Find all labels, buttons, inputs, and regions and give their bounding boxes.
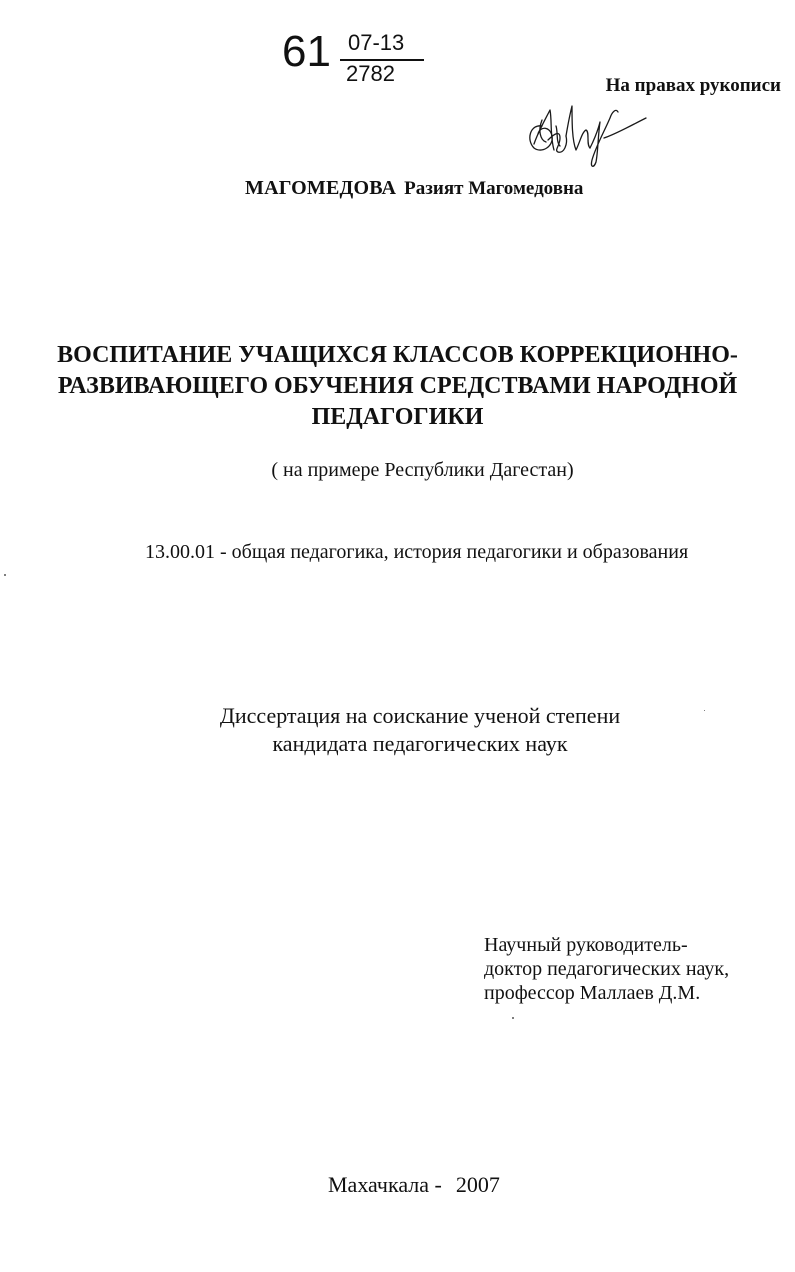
- dissertation-subtitle: ( на примере Республики Дагестан): [271, 459, 574, 481]
- archive-code: [282, 27, 422, 90]
- archive-code-top: 07-13: [348, 30, 405, 55]
- title-line: ПЕДАГОГИКИ: [311, 404, 484, 430]
- advisor-line: Научный руководитель-: [484, 934, 688, 956]
- year: 2007: [455, 1172, 500, 1197]
- degree-line: кандидата педагогических наук: [272, 731, 568, 756]
- advisor-line: профессор Маллаев Д.М.: [484, 982, 701, 1004]
- manuscript-rights: На правах рукописи: [605, 75, 781, 96]
- city: Махачкала -: [328, 1172, 442, 1197]
- scientific-advisor: [484, 933, 729, 1005]
- dissertation-title: [40, 340, 755, 433]
- author-surname: МАГОМЕДОВА: [245, 177, 397, 199]
- author-given-names: Разият Магомедовна: [404, 178, 584, 199]
- handwritten-signature: [520, 96, 660, 176]
- scan-speck: [704, 710, 705, 711]
- archive-code-main: 61: [282, 27, 331, 76]
- place-and-year: [328, 1172, 500, 1198]
- scan-speck: [512, 1017, 514, 1019]
- advisor-line: доктор педагогических наук,: [484, 958, 730, 980]
- degree-line: Диссертация на соискание ученой степени: [219, 703, 621, 728]
- degree-statement: [180, 702, 660, 758]
- scan-speck: [4, 574, 6, 576]
- archive-code-bottom: 2782: [346, 61, 395, 86]
- author-name: [245, 177, 583, 200]
- specialty-code: 13.00.01 - общая педагогика, история педагогики и образования: [145, 541, 689, 563]
- title-line: ВОСПИТАНИЕ УЧАЩИХСЯ КЛАССОВ КОРРЕКЦИОННО-: [57, 342, 738, 368]
- title-line: РАЗВИВАЮЩЕГО ОБУЧЕНИЯ СРЕДСТВАМИ НАРОДНОЙ: [57, 373, 738, 399]
